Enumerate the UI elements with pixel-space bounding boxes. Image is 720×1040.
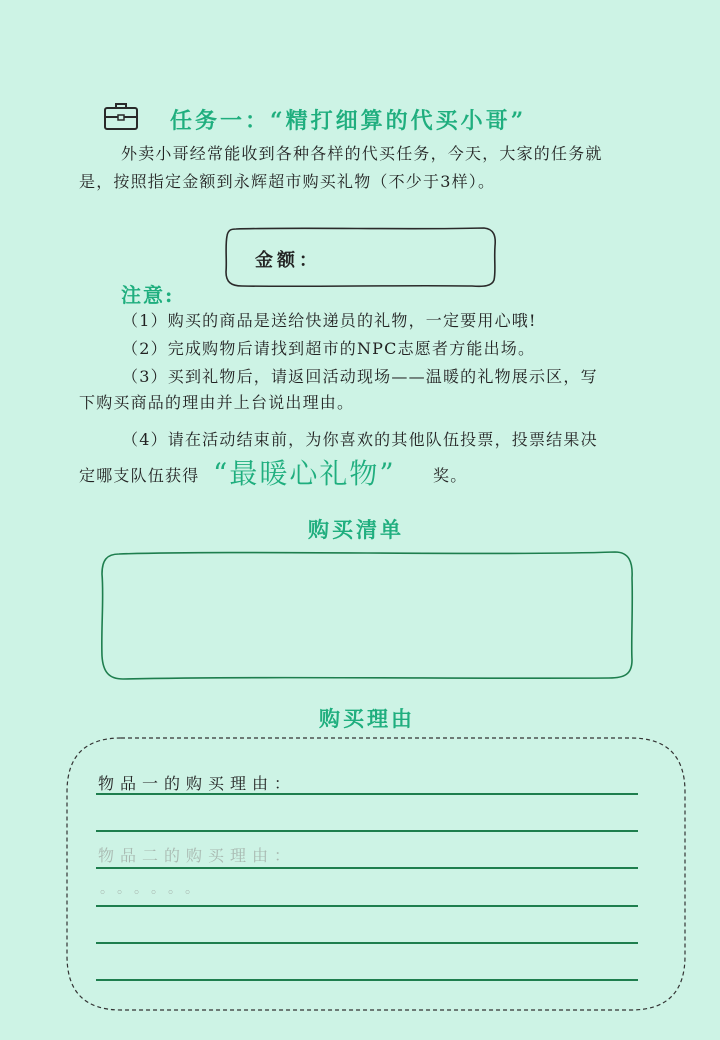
writing-line-5[interactable] [96, 942, 638, 944]
notice-title: 注意: [121, 283, 175, 307]
notice-item-4-line-2-start: 定哪支队伍获得 [79, 466, 200, 485]
writing-line-6[interactable] [96, 979, 638, 981]
reason-item-1-label: 物品一的购买理由： [98, 774, 297, 793]
briefcase-icon [103, 101, 139, 131]
ellipsis: 。。。。。。 [100, 881, 209, 897]
purchase-list-title: 购买清单 [308, 517, 404, 542]
writing-line-3[interactable] [96, 867, 638, 869]
purchase-list-box[interactable] [97, 548, 637, 683]
intro-line-2: 是，按照指定金额到永辉超市购买礼物（不少于3样）。 [79, 172, 496, 191]
writing-line-2[interactable] [96, 830, 638, 832]
notice-item-3-line-2: 下购买商品的理由并上台说出理由。 [79, 393, 355, 412]
writing-line-1[interactable] [96, 793, 638, 795]
amount-label: 金额： [255, 250, 321, 271]
purchase-reason-title: 购买理由 [319, 706, 415, 731]
intro-line-1: 外卖小哥经常能收到各种各样的代买任务，今天，大家的任务就 [121, 144, 603, 163]
notice-item-4-line-2-end: 奖。 [433, 466, 468, 485]
notice-item-2: （2）完成购物后请找到超市的NPC志愿者方能出场。 [122, 339, 536, 358]
award-name: “最暖心礼物” [213, 457, 396, 490]
notice-item-3-line-1: （3）买到礼物后，请返回活动现场——温暖的礼物展示区，写 [122, 367, 598, 386]
writing-line-4[interactable] [96, 905, 638, 907]
notice-item-1: （1）购买的商品是送给快递员的礼物，一定要用心哦! [122, 311, 537, 330]
task-title: 任务一：“精打细算的代买小哥” [170, 108, 527, 134]
notice-item-4-line-1: （4）请在活动结束前，为你喜欢的其他队伍投票，投票结果决 [122, 430, 598, 449]
reason-item-2-label: 物品二的购买理由： [98, 846, 297, 865]
